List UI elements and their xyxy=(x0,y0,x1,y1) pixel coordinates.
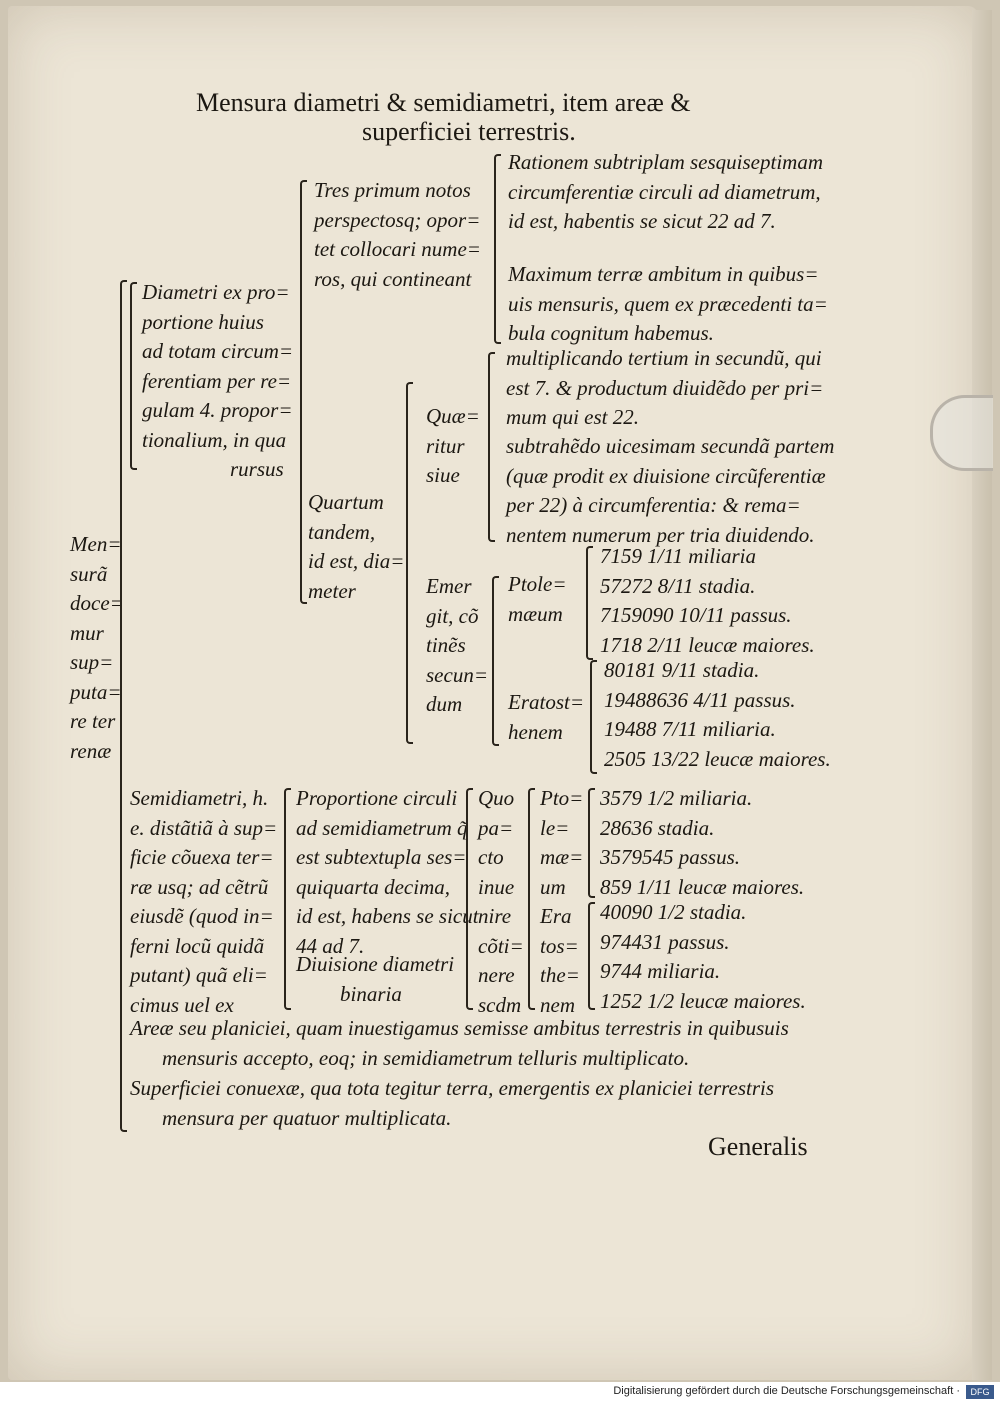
tres-sub-brace xyxy=(494,154,501,344)
ptolemaeum-brace xyxy=(586,546,593,660)
funding-credit: Digitalisierung gefördert durch die Deutsche Forschungsgemeinschaft · xyxy=(613,1385,960,1397)
eratosthenem2-label: Era tos= the= nem xyxy=(540,904,580,1017)
ptolemaeum2-label: Pto= le= mæ= um xyxy=(540,786,584,899)
quartum-brace xyxy=(406,382,413,744)
area-text: Areæ seu planiciei, quam inuestigamus semisse ambitus terrestris in quibusuis mensuris accepto, eoq; in semidiametrum telluris multiplicato. xyxy=(130,1016,789,1070)
paper-clip xyxy=(930,395,993,471)
ptolemaeum2-brace xyxy=(528,788,535,1010)
proportione-text: Proportione circuli ad semidiametrum q̃ est subtextupla ses= quiquarta decima, id est, habens se sicut 44 ad 7. xyxy=(296,786,479,958)
rationem-text: Rationem subtriplam sesquiseptimam circumferentiæ circuli ad diametrum, id est, habentis se sicut 22 ad 7. xyxy=(508,150,823,233)
eratosthenem2-values: 40090 1/2 stadia. 974431 passus. 9744 miliaria. 1252 1/2 leucæ maiores. xyxy=(600,900,806,1013)
diuisione-text: Diuisione diametri binaria xyxy=(296,952,455,1006)
semidiametri-brace xyxy=(284,788,291,1010)
quaeritur-label: Quæ= ritur siue xyxy=(426,404,480,487)
root-brace xyxy=(120,280,127,1132)
ptolemaeum2-values: 3579 1/2 miliaria. 28636 stadia. 3579545 passus. 859 1/11 leucæ maiores. xyxy=(600,786,805,899)
quo-brace xyxy=(466,788,473,1010)
quaeritur-brace xyxy=(488,352,495,542)
catchword: Generalis xyxy=(708,1132,808,1161)
ptolemaeum2-values-brace xyxy=(588,788,595,898)
emergit-brace xyxy=(492,576,499,746)
eratosthenem-brace xyxy=(590,660,597,774)
diameter-brace xyxy=(130,282,137,470)
diameter-label: Diametri ex pro= portione huius ad totam circum= ferentiam per re= gulam 4. propor= tionalium, in qua rursus xyxy=(142,280,294,481)
quartum-label: Quartum tandem, id est, dia= meter xyxy=(308,490,405,603)
semidiametri-label: Semidiametri, h. e. distãtiã à sup= ficie cõuexa ter= ræ usq; ad cẽtrũ eiusdẽ (quod in= ferni locũ quidã putant) quã eli= cimus uel ex xyxy=(130,786,278,1017)
maximum-text: Maximum terræ ambitum in quibus= uis mensuris, quem ex præcedenti ta= bula cognitum habemus. xyxy=(508,262,828,345)
ptolemaeum-values: 7159 1/11 miliaria 57272 8/11 stadia. 7159090 10/11 passus. 1718 2/11 leucæ maiores. xyxy=(600,544,815,657)
eratosthenem2-values-brace xyxy=(588,902,595,1010)
emergit-label: Emer git, cõ tinẽs secun= dum xyxy=(426,574,488,716)
page-title-line-2: superficiei terrestris. xyxy=(362,117,576,146)
quo-label: Quo pa= cto inue nire cõti= nere scdm xyxy=(478,786,524,1017)
root-label: Men= surã doce= mur sup= puta= re ter renæ xyxy=(70,532,124,763)
multiplicando-text: multiplicando tertium in secundũ, qui est 7. & productum diuidẽdo per pri= mum qui est 22. xyxy=(506,346,824,429)
ptolemaeum-label: Ptole= mæum xyxy=(508,572,567,626)
page-title-line-1: Mensura diametri & semidiametri, item areæ & xyxy=(196,88,691,117)
dfg-logo: DFG xyxy=(966,1385,994,1399)
subtrahendo-text: subtrahẽdo uicesimam secundã partem (quæ prodit ex diuisione circũferentiæ per 22) à circumferentia: & rema= nentem numerum per tria diuidendo. xyxy=(506,434,835,547)
tres-brace xyxy=(300,180,307,604)
tres-label: Tres primum notos perspectosq; opor= tet collocari nume= ros, qui contineant xyxy=(314,178,481,291)
superficies-text: Superficiei conuexæ, qua tota tegitur terra, emergentis ex planiciei terrestris mensura per quatuor multiplicata. xyxy=(130,1076,775,1130)
eratosthenem-label: Eratost= henem xyxy=(508,690,585,744)
page-edge xyxy=(972,10,992,1380)
eratosthenem-values: 80181 9/11 stadia. 19488636 4/11 passus. 19488 7/11 miliaria. 2505 13/22 leucæ maiores. xyxy=(604,658,831,771)
